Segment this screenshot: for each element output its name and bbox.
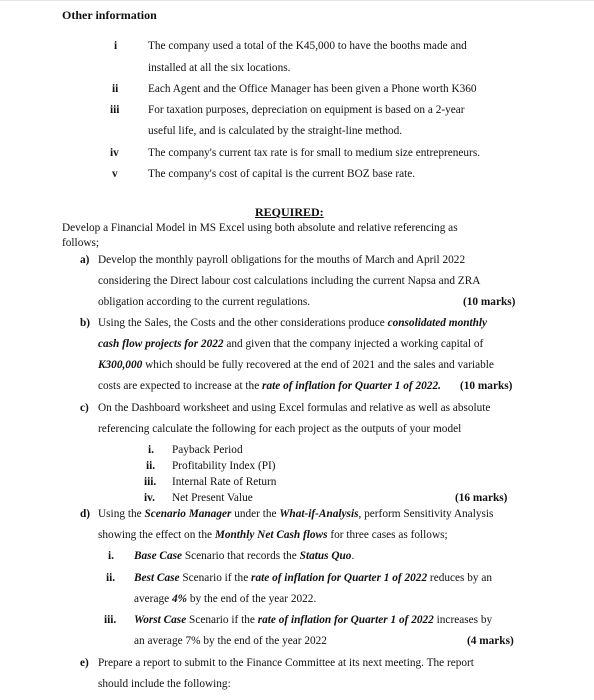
question-label: c) [80, 402, 89, 414]
text-run: and given that the company injected a working capital of [223, 338, 484, 350]
text-run: Scenario Manager [144, 508, 232, 520]
marks: (16 marks) [455, 492, 508, 504]
question-line [98, 529, 448, 541]
text-run: Worst Case [134, 614, 187, 626]
scenario-line [134, 635, 327, 647]
text-run: for three cases as follows; [327, 529, 448, 541]
question-line: Develop the monthly payroll obligations for the mouths of March and April 2022 [98, 254, 466, 266]
scenario-line [134, 572, 492, 584]
text-run: which should be fully recovered at the end of 2021 and the sales and variable [142, 359, 494, 371]
intro-line: Develop a Financial Model in MS Excel using both absolute and relative referencing as [62, 222, 458, 234]
text-run: an average [134, 635, 186, 647]
question-line [98, 317, 487, 329]
question-line [98, 508, 493, 520]
text-run: Base Case [134, 550, 183, 562]
text-run: cash flow projects for 2022 [98, 338, 224, 350]
question-label: a) [80, 254, 90, 266]
question-line: should include the following: [98, 678, 231, 690]
text-run: 7% [185, 635, 201, 647]
info-line: The company's cost of capital is the current BOZ base rate. [148, 168, 416, 180]
sub-number: i. [108, 550, 114, 562]
question-line [98, 359, 494, 371]
marks: (4 marks) [467, 635, 514, 647]
text-run: . [351, 550, 355, 562]
text-run: showing the effect on the [98, 529, 215, 541]
question-label: d) [80, 508, 91, 520]
text-run: increases by [433, 614, 493, 626]
question-line: referencing calculate the following for each project as the outputs of your model [98, 423, 462, 435]
sub-number: ii. [106, 572, 116, 584]
info-number: iii [110, 104, 120, 116]
question-line: Prepare a report to submit to the Finance Committee at its next meeting. The report [98, 657, 474, 669]
text-run: reduces by an [427, 572, 493, 584]
info-line: installed at all the six locations. [148, 62, 291, 74]
sub-item: Internal Rate of Return [172, 476, 277, 488]
info-line: For taxation purposes, depreciation on equipment is based on a 2-year [148, 104, 465, 116]
scenario-line [134, 550, 354, 562]
sub-number: iv. [144, 492, 155, 504]
text-run: Scenario if the [186, 614, 258, 626]
text-run: costs are expected to increase at the [98, 380, 263, 392]
scenario-line [134, 593, 316, 605]
question-line [98, 338, 483, 350]
sub-item: Profitability Index (PI) [172, 460, 276, 472]
text-run: K300,000 [98, 359, 143, 371]
marks: (10 marks) [463, 296, 516, 308]
text-run: Best Case [134, 572, 180, 584]
info-line: useful life, and is calculated by the straight-line method. [148, 125, 403, 137]
text-run: , perform Sensitivity Analysis [358, 508, 494, 520]
scenario-line [134, 614, 492, 626]
sub-item: Net Present Value [172, 492, 253, 504]
text-run: by the end of the year 2022 [200, 635, 327, 647]
info-number: ii [112, 83, 119, 95]
text-run: Status Quo [299, 550, 352, 562]
intro-line: follows; [62, 237, 100, 249]
info-line: The company's current tax rate is for small to medium size entrepreneurs. [148, 147, 481, 159]
sub-number: i. [148, 444, 154, 456]
text-run: average [134, 593, 172, 605]
sub-number: iii. [144, 476, 157, 488]
question-line [98, 380, 441, 392]
text-run: rate of inflation for Quarter 1 of 2022 [251, 572, 428, 584]
text-run: Using the Sales, the Costs and the other considerations produce [98, 317, 388, 329]
info-line: Each Agent and the Office Manager has been given a Phone worth K360 [148, 83, 477, 95]
text-run: under the [231, 508, 280, 520]
text-run: Using the [98, 508, 145, 520]
question-label: b) [80, 317, 91, 329]
question-line: considering the Direct labour cost calculations including the current Napsa and ZRA [98, 275, 481, 287]
text-run: What-if-Analysis [279, 508, 359, 520]
info-line: The company used a total of the K45,000 to have the booths made and [148, 40, 467, 52]
text-run: by the end of the year 2022. [187, 593, 317, 605]
info-number: i [114, 40, 118, 52]
question-line: obligation according to the current regulations. [98, 296, 311, 308]
text-run: rate of inflation for Quarter 1 of 2022. [262, 380, 441, 392]
marks: (10 marks) [460, 380, 513, 392]
sub-item: Payback Period [172, 444, 243, 456]
required-title: REQUIRED: [255, 205, 324, 219]
sub-number: ii. [146, 460, 156, 472]
text-run: Monthly Net Cash flows [214, 529, 328, 541]
sub-number: iii. [104, 614, 117, 626]
question-line: On the Dashboard worksheet and using Excel formulas and relative as well as absolute [98, 402, 491, 414]
info-number: v [112, 168, 118, 180]
text-run: rate of inflation for Quarter 1 of 2022 [257, 614, 434, 626]
text-run: 4% [171, 593, 188, 605]
top-rule [0, 0, 594, 1]
question-label: e) [80, 657, 89, 669]
info-number: iv [110, 147, 119, 159]
text-run: Scenario that records the [182, 550, 300, 562]
text-run: Scenario if the [179, 572, 252, 584]
text-run: consolidated monthly [387, 317, 488, 329]
other-information-heading: Other information [62, 8, 157, 22]
